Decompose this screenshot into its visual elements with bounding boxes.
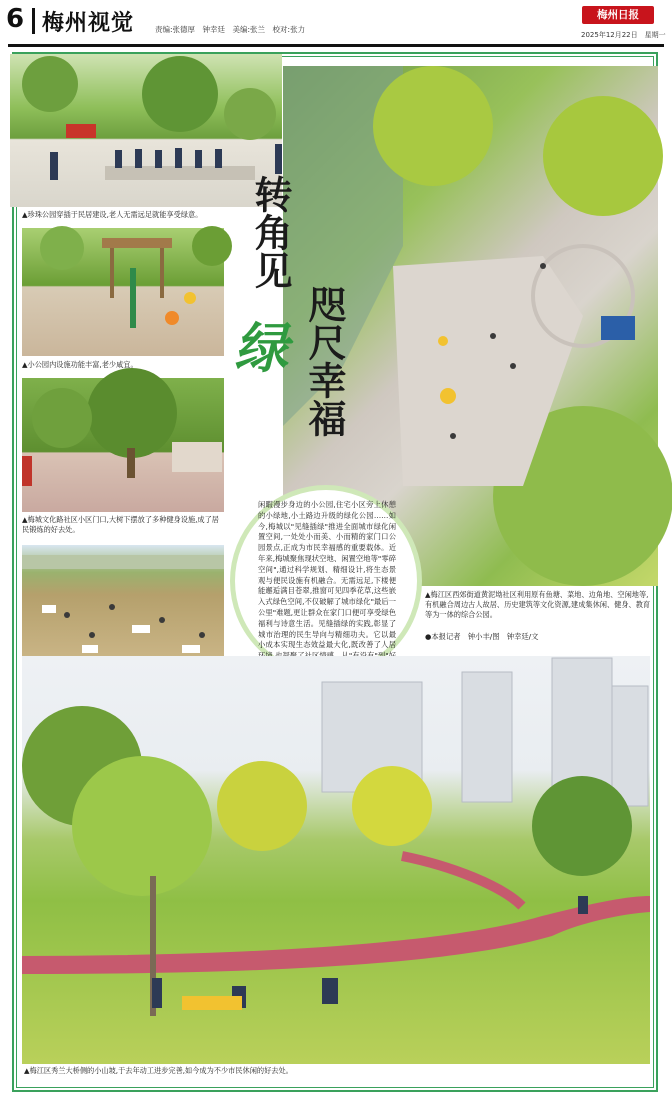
photo-pearl-park-art <box>10 54 282 207</box>
header-rule <box>8 44 664 47</box>
byline: ●本报记者 钟小丰/图 钟幸廷/文 <box>425 632 539 641</box>
section-title: 梅州视觉 <box>42 11 135 36</box>
photo-village-lawn-art <box>22 545 224 669</box>
date-line: 2025年12月22日 星期一 <box>581 31 666 39</box>
caption-5: ▲梅江区西郊街道黄泥坳社区利用原有鱼塘、菜地、边角地、空闲地等,有机融合周边古人故居、历史建筑等文化资源,建成集休闲、健身、教育等为一体的综合公园。 <box>425 590 651 619</box>
photo-culture-road <box>22 378 224 512</box>
photo-culture-road-art <box>22 378 224 512</box>
photo-village-lawn <box>22 545 224 669</box>
caption-2: ▲小公园内设施功能丰富,老少咸宜。 <box>22 360 138 369</box>
title-part-1 <box>250 175 296 289</box>
caption-1: ▲珍珠公园穿插于民居建设,老人无需远足就能享受绿意。 <box>22 210 203 219</box>
editors-line: 责编:张德厚 钟幸廷 美编:张兰 校对:张力 <box>155 25 306 34</box>
page-number: 6 <box>6 4 25 34</box>
title-line-2: 咫尺幸福 <box>302 285 346 437</box>
caption-6: ▲梅江区秀兰大桥侧的小山坡,于去年动工进步完善,如今成为不少市民休闲的好去处。 <box>24 1066 293 1075</box>
title-part-2 <box>304 285 350 437</box>
photo-hillside-park <box>22 656 650 1064</box>
photo-hillside-park-art <box>22 656 650 1064</box>
photo-pearl-park <box>10 54 282 207</box>
article-body: 闲暇漫步身边的小公园,住宅小区旁上休憩的小绿地,小土路边升级的绿化公园……如今,梅城以"见缝插绿"推进全面城市绿化闲置空间,一处处小而美、小而精的家门口公园景点,正成为市民幸福感的重要载体。近年来,梅城聚焦现状空地、闲置空地等"零碎空间",通过科学规划、精细设计,将生态景观与便民设施有机融合。无需远足,下楼便能邂逅满目苍翠,推窗可见四季花草,这些嵌入式绿色空间,不仅破解了城市绿化"最后一公里"难题,更让群众在家门口便可享受绿色福利与诗意生活。见缝插绿的实践,彰显了城市治理的民生导向与精细功夫。它以最小成本实现生态效益最大化,既改善了人居 <box>258 500 396 650</box>
caption-3: ▲梅城文化路社区小区门口,大树下摆放了多种健身设施,成了居民锻炼的好去处。 <box>22 515 219 534</box>
header-divider <box>32 8 35 34</box>
photo-small-park <box>22 228 224 356</box>
paper-logo: 梅州日报 <box>582 6 654 24</box>
photo-small-park-art <box>22 228 224 356</box>
title-green-char: 绿 <box>234 317 288 380</box>
title-line-1: 转角见 <box>248 175 292 289</box>
